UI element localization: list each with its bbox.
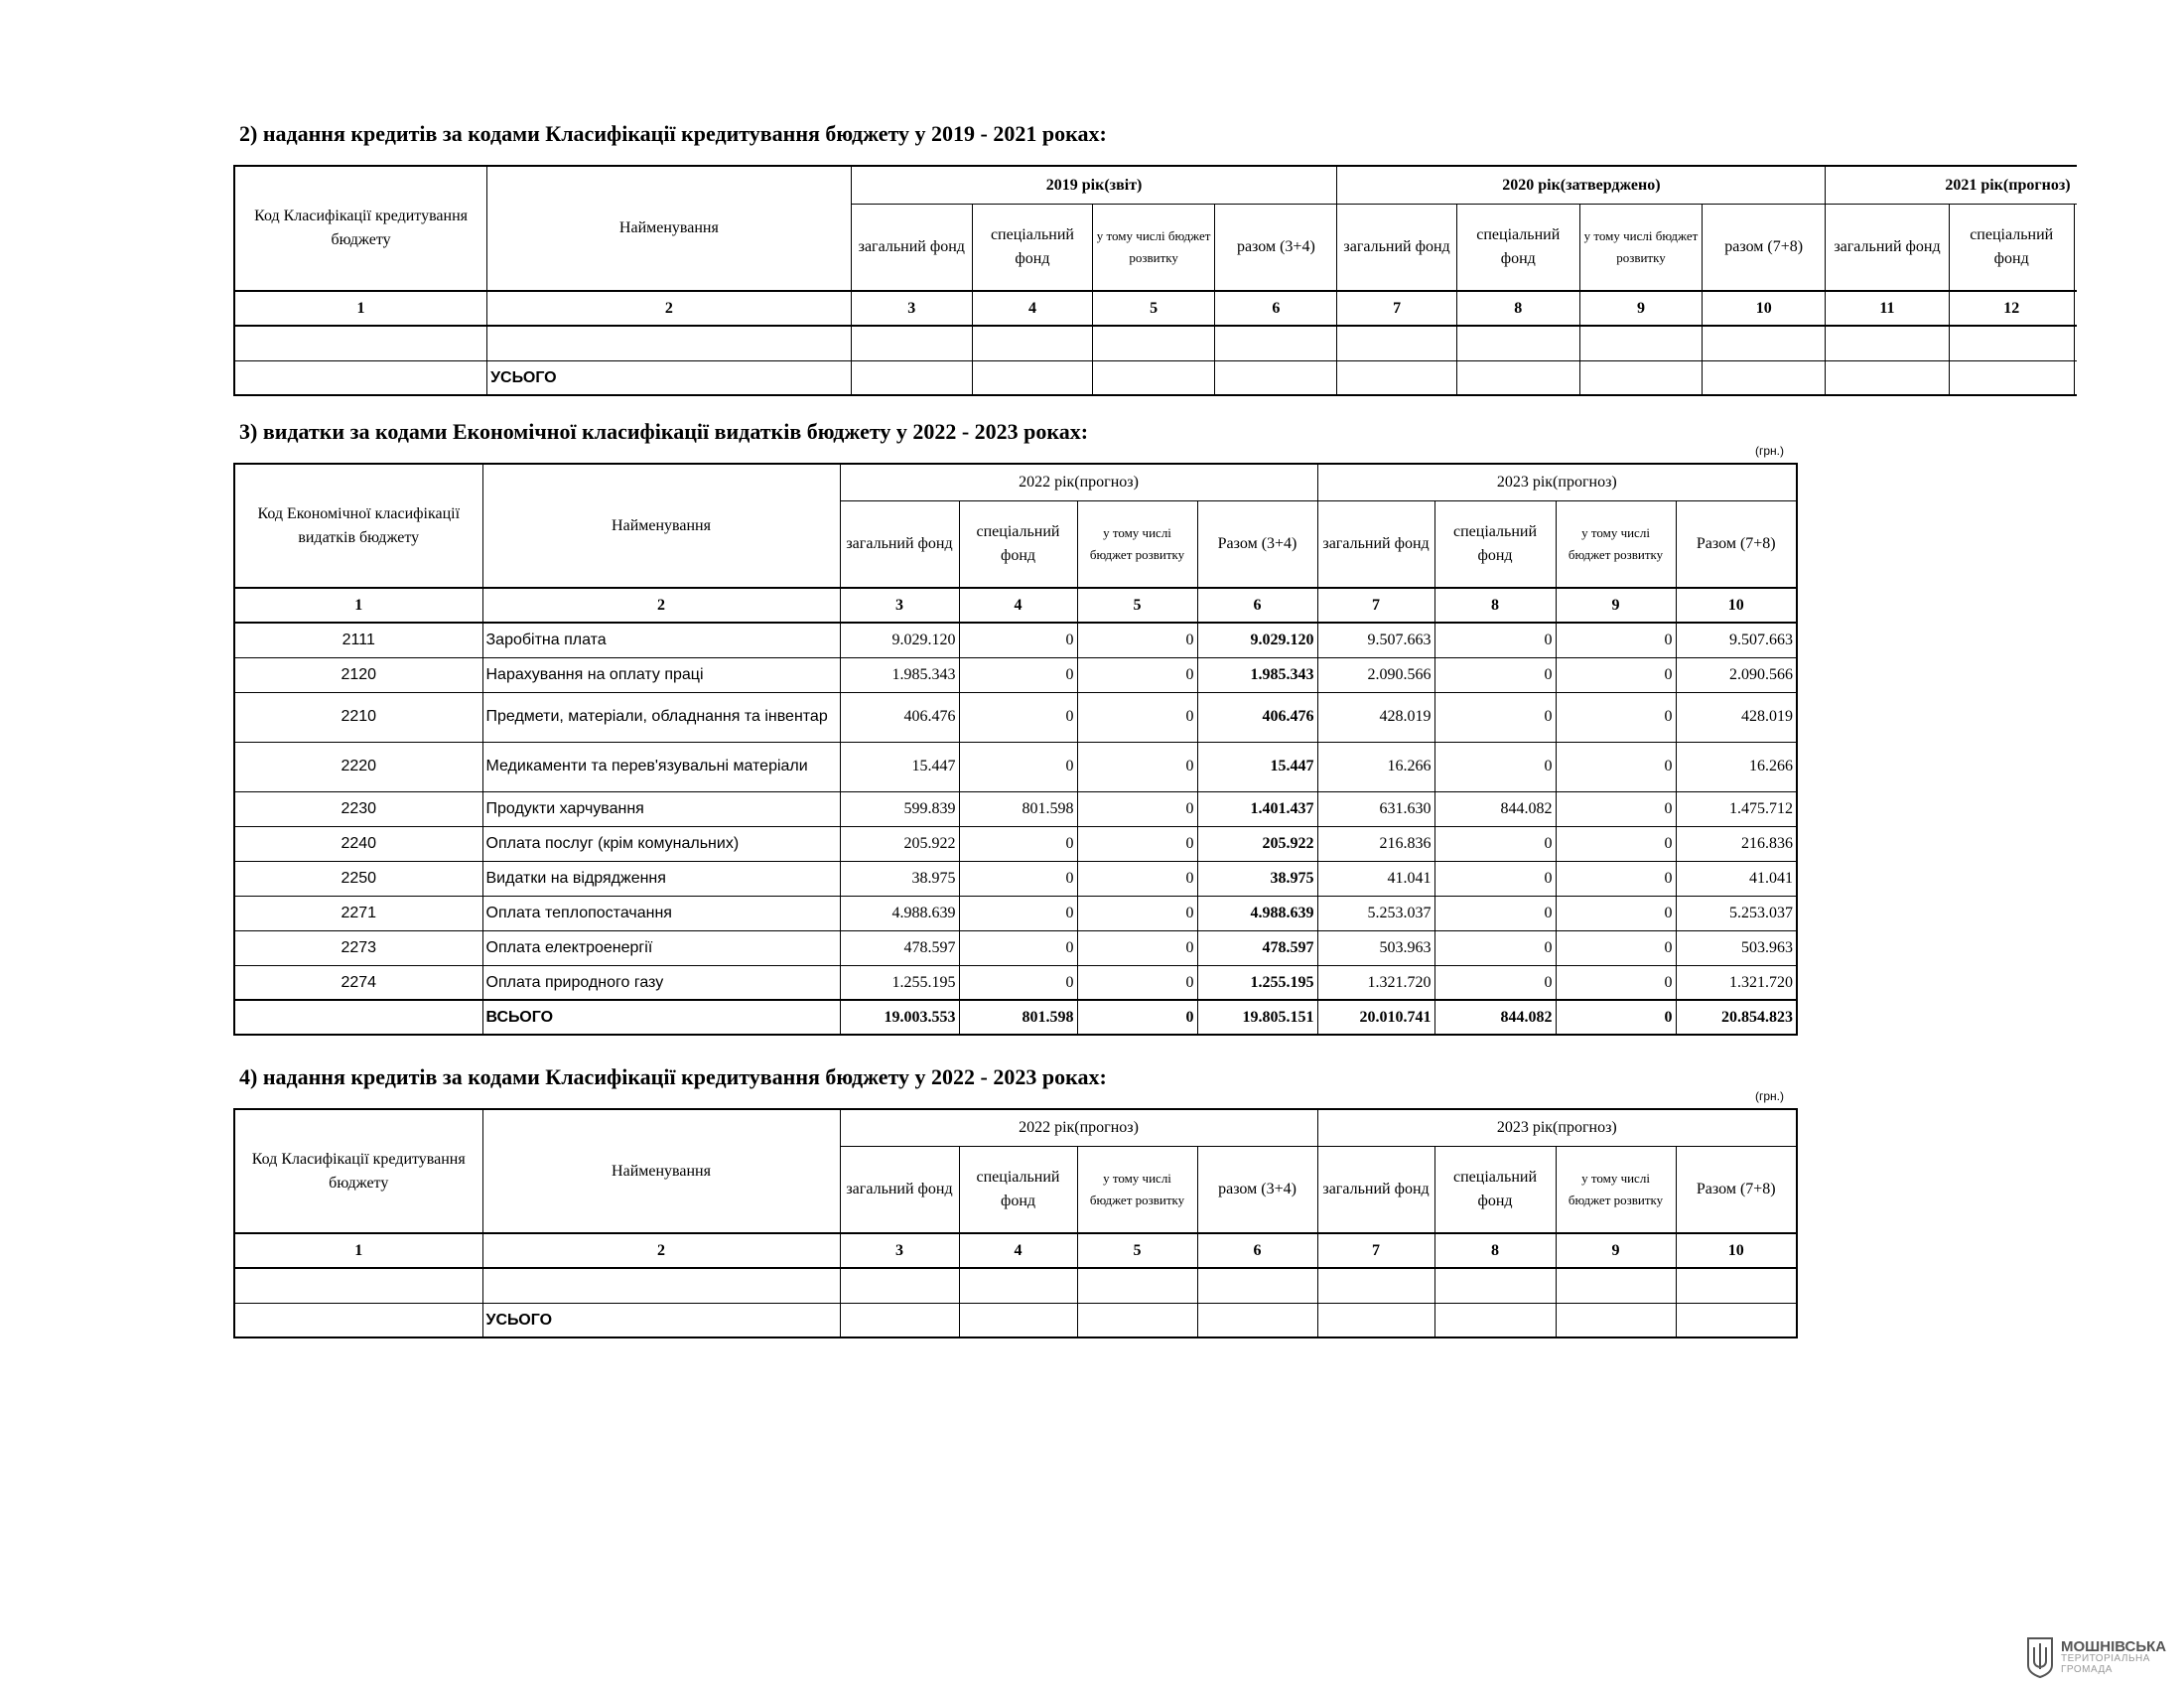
- header-year-2019: 2019 рік(звіт): [851, 166, 1337, 204]
- cell-sum: 38.975: [1197, 861, 1317, 896]
- cell-sum: 16.266: [1676, 742, 1797, 791]
- cell-value: 0: [1434, 826, 1556, 861]
- cell-sum: 205.922: [1197, 826, 1317, 861]
- col-num: 12: [1949, 291, 2074, 326]
- total-value: 20.010.741: [1317, 1000, 1434, 1035]
- col-num: 6: [1197, 1233, 1317, 1268]
- header-sum: Разом (7+8): [1676, 500, 1797, 588]
- header-year-2022: 2022 рік(прогноз): [840, 464, 1317, 500]
- header-dev-budget: у тому числі бюджет розвитку: [1077, 500, 1197, 588]
- cell-value: 0: [1556, 930, 1676, 965]
- cell-value: 599.839: [840, 791, 959, 826]
- header-sum: разом (3+4): [1215, 204, 1337, 291]
- total-value: 801.598: [959, 1000, 1077, 1035]
- table-row: [234, 965, 1797, 1000]
- row-name: Продукти харчування: [482, 791, 840, 826]
- table-row: [234, 692, 1797, 742]
- header-special-fund: спеціальний фонд: [959, 1146, 1077, 1233]
- table-row: [234, 657, 1797, 692]
- header-code: Код Класифікації кредитування бюджету: [234, 166, 487, 291]
- row-name: Оплата послуг (крім комунальних): [482, 826, 840, 861]
- row-code: 2220: [234, 742, 482, 791]
- col-num: 7: [1317, 1233, 1434, 1268]
- header-general-fund: загальний фонд: [1317, 500, 1434, 588]
- total-label: УСЬОГО: [482, 1303, 840, 1337]
- cell-sum: 1.321.720: [1676, 965, 1797, 1000]
- section4-unit: (грн.): [1755, 1089, 1785, 1103]
- row-name: Оплата електроенергії: [482, 930, 840, 965]
- header-name: Найменування: [482, 464, 840, 588]
- community-logo: [2025, 1633, 2174, 1681]
- cell-value: 0: [959, 896, 1077, 930]
- cell-value: 0: [959, 965, 1077, 1000]
- cell-sum: 478.597: [1197, 930, 1317, 965]
- cell-value: 428.019: [1317, 692, 1434, 742]
- col-num: 6: [1215, 291, 1337, 326]
- cell-sum: 9.507.663: [1676, 623, 1797, 657]
- cell-sum: 503.963: [1676, 930, 1797, 965]
- col-num: 8: [1434, 1233, 1556, 1268]
- total-value: 0: [1556, 1000, 1676, 1035]
- cell-value: 0: [959, 623, 1077, 657]
- col-num: 6: [1197, 588, 1317, 623]
- row-name: Оплата природного газу: [482, 965, 840, 1000]
- col-num: 8: [1434, 588, 1556, 623]
- cell-value: 0: [1434, 657, 1556, 692]
- col-num: 1: [234, 588, 482, 623]
- col-num: 11: [1826, 291, 1949, 326]
- header-year-2023: 2023 рік(прогноз): [1317, 464, 1797, 500]
- total-value: 19.805.151: [1197, 1000, 1317, 1035]
- cell-sum: 1.401.437: [1197, 791, 1317, 826]
- header-general-fund: загальний фонд: [1337, 204, 1456, 291]
- cell-value: 0: [1556, 896, 1676, 930]
- cell-value: 4.988.639: [840, 896, 959, 930]
- cell-value: 9.507.663: [1317, 623, 1434, 657]
- cell-value: 0: [959, 826, 1077, 861]
- logo-line2: ТЕРИТОРІАЛЬНА: [2061, 1653, 2150, 1665]
- header-sum: Разом (3+4): [1197, 500, 1317, 588]
- col-num: 5: [1077, 588, 1197, 623]
- cell-sum: 5.253.037: [1676, 896, 1797, 930]
- table-row: [234, 791, 1797, 826]
- header-sum: Разом (7+8): [1676, 1146, 1797, 1233]
- col-num: 4: [959, 1233, 1077, 1268]
- header-name: Найменування: [487, 166, 852, 291]
- cell-value: 0: [1556, 657, 1676, 692]
- cell-value: 0: [959, 692, 1077, 742]
- header-dev-budget: у тому числі бюджет розвитку: [1556, 500, 1676, 588]
- cell-value: 0: [1077, 965, 1197, 1000]
- cell-value: 0: [1434, 692, 1556, 742]
- row-code: 2111: [234, 623, 482, 657]
- col-num: 9: [1556, 1233, 1676, 1268]
- cell-value: 0: [1077, 826, 1197, 861]
- cell-value: 0: [1434, 965, 1556, 1000]
- row-name: Нарахування на оплату праці: [482, 657, 840, 692]
- cell-value: 0: [1556, 861, 1676, 896]
- col-num: 4: [959, 588, 1077, 623]
- row-name: Видатки на відрядження: [482, 861, 840, 896]
- table-row: [234, 742, 1797, 791]
- cell-value: 0: [959, 742, 1077, 791]
- cell-value: 0: [1434, 623, 1556, 657]
- cell-value: 631.630: [1317, 791, 1434, 826]
- table-row: [234, 930, 1797, 965]
- total-value: 844.082: [1434, 1000, 1556, 1035]
- col-num: 7: [1337, 291, 1456, 326]
- cell-value: 0: [1077, 791, 1197, 826]
- table-row-total: [234, 1303, 1797, 1337]
- col-num: 1: [234, 1233, 482, 1268]
- col-num: 10: [1676, 1233, 1797, 1268]
- logo-line1: МОШНІВСЬКА: [2061, 1637, 2167, 1655]
- header-general-fund: загальний фонд: [1317, 1146, 1434, 1233]
- total-label: ВСЬОГО: [482, 1000, 840, 1035]
- header-dev-budget: у тому числі бюджет розвитку: [1077, 1146, 1197, 1233]
- row-name: Предмети, матеріали, обладнання та інвентар: [482, 692, 840, 742]
- cell-value: 0: [1077, 896, 1197, 930]
- header-special-fund: спеціальний фонд: [972, 204, 1092, 291]
- header-year-2023: 2023 рік(прогноз): [1317, 1109, 1797, 1146]
- col-num: 2: [487, 291, 852, 326]
- cell-empty: [234, 1000, 482, 1035]
- total-value: 20.854.823: [1676, 1000, 1797, 1035]
- row-name: Медикаменти та перев'язувальні матеріали: [482, 742, 840, 791]
- header-dev-budget: у тому числі бюджет розвитку: [1093, 204, 1215, 291]
- table-row-empty: [234, 1268, 1797, 1303]
- col-num: 5: [1077, 1233, 1197, 1268]
- row-code: 2273: [234, 930, 482, 965]
- cell-value: 0: [959, 657, 1077, 692]
- header-sum: разом (3+4): [1197, 1146, 1317, 1233]
- row-name: Заробітна плата: [482, 623, 840, 657]
- total-label: УСЬОГО: [487, 360, 852, 395]
- cell-value: 0: [1077, 742, 1197, 791]
- cell-value: 0: [1434, 742, 1556, 791]
- col-num: 2: [482, 588, 840, 623]
- section2-table-wrap: [233, 165, 2077, 401]
- header-cell-empty: [2074, 204, 2077, 291]
- total-value: 0: [1077, 1000, 1197, 1035]
- header-special-fund: спеціальний фонд: [1434, 1146, 1556, 1233]
- table-row-total: [234, 360, 2077, 395]
- cell-value: 41.041: [1317, 861, 1434, 896]
- section3-unit: (грн.): [1755, 444, 1785, 458]
- col-num: 2: [482, 1233, 840, 1268]
- header-year-2021: 2021 рік(прогноз): [1826, 166, 2077, 204]
- total-value: 19.003.553: [840, 1000, 959, 1035]
- cell-value: 0: [1556, 965, 1676, 1000]
- cell-sum: 216.836: [1676, 826, 1797, 861]
- cell-value: 0: [1556, 623, 1676, 657]
- section4-table: [233, 1108, 1798, 1338]
- cell-value: 801.598: [959, 791, 1077, 826]
- section2-table: [233, 165, 2077, 396]
- cell-value: 844.082: [1434, 791, 1556, 826]
- col-num: 3: [851, 291, 972, 326]
- cell-value: 478.597: [840, 930, 959, 965]
- col-num: 10: [1703, 291, 1826, 326]
- col-num: 3: [840, 588, 959, 623]
- header-code: Код Класифікації кредитування бюджету: [234, 1109, 482, 1233]
- header-sum: разом (7+8): [1703, 204, 1826, 291]
- header-general-fund: загальний фонд: [1826, 204, 1949, 291]
- header-dev-budget: у тому числі бюджет розвитку: [1579, 204, 1702, 291]
- cell-value: 2.090.566: [1317, 657, 1434, 692]
- section3-title: 3) видатки за кодами Економічної класифікації видатків бюджету у 2022 - 2023 роках:: [239, 419, 1089, 444]
- cell-value: 0: [1077, 657, 1197, 692]
- header-year-2020: 2020 рік(затверджено): [1337, 166, 1826, 204]
- table-row-empty: [234, 326, 2077, 360]
- row-name: Оплата теплопостачання: [482, 896, 840, 930]
- col-num: 3: [840, 1233, 959, 1268]
- cell-sum: 1.985.343: [1197, 657, 1317, 692]
- cell-value: 1.985.343: [840, 657, 959, 692]
- trident-emblem-icon: [2025, 1635, 2055, 1679]
- cell-value: 0: [1434, 896, 1556, 930]
- cell-sum: 1.475.712: [1676, 791, 1797, 826]
- header-general-fund: загальний фонд: [840, 500, 959, 588]
- cell-value: 16.266: [1317, 742, 1434, 791]
- cell-value: 9.029.120: [840, 623, 959, 657]
- cell-value: 0: [1077, 692, 1197, 742]
- col-num: 1: [234, 291, 487, 326]
- cell-value: 0: [959, 930, 1077, 965]
- col-num: 7: [1317, 588, 1434, 623]
- cell-sum: 428.019: [1676, 692, 1797, 742]
- section4-title: 4) надання кредитів за кодами Класифікації кредитування бюджету у 2022 - 2023 роках:: [239, 1064, 1107, 1089]
- table-row: [234, 861, 1797, 896]
- cell-value: 0: [1556, 791, 1676, 826]
- header-special-fund: спеціальний фонд: [959, 500, 1077, 588]
- col-num: 9: [1556, 588, 1676, 623]
- row-code: 2250: [234, 861, 482, 896]
- cell-value: 0: [1434, 861, 1556, 896]
- cell-sum: 15.447: [1197, 742, 1317, 791]
- cell-value: 0: [959, 861, 1077, 896]
- cell-value: 1.255.195: [840, 965, 959, 1000]
- cell-value: 0: [1077, 623, 1197, 657]
- row-code: 2210: [234, 692, 482, 742]
- table-row: [234, 623, 1797, 657]
- cell-value: 38.975: [840, 861, 959, 896]
- cell-value: 0: [1556, 742, 1676, 791]
- row-code: 2120: [234, 657, 482, 692]
- row-code: 2271: [234, 896, 482, 930]
- header-code: Код Економічної класифікації видатків бюджету: [234, 464, 482, 588]
- header-general-fund: загальний фонд: [840, 1146, 959, 1233]
- header-dev-budget: у тому числі бюджет розвитку: [1556, 1146, 1676, 1233]
- cell-value: 503.963: [1317, 930, 1434, 965]
- cell-value: 5.253.037: [1317, 896, 1434, 930]
- header-special-fund: спеціальний фонд: [1434, 500, 1556, 588]
- col-num: 10: [1676, 588, 1797, 623]
- cell-value: 0: [1556, 826, 1676, 861]
- header-general-fund: загальний фонд: [851, 204, 972, 291]
- cell-value: 0: [1556, 692, 1676, 742]
- table-row-total: [234, 1000, 1797, 1035]
- row-code: 2240: [234, 826, 482, 861]
- table-row: [234, 826, 1797, 861]
- cell-value: 1.321.720: [1317, 965, 1434, 1000]
- cell-sum: 406.476: [1197, 692, 1317, 742]
- table-row: [234, 896, 1797, 930]
- col-num: 5: [1093, 291, 1215, 326]
- header-name: Найменування: [482, 1109, 840, 1233]
- cell-sum: 41.041: [1676, 861, 1797, 896]
- header-special-fund: спеціальний фонд: [1456, 204, 1579, 291]
- cell-value: 15.447: [840, 742, 959, 791]
- col-num: 8: [1456, 291, 1579, 326]
- col-num: 9: [1579, 291, 1702, 326]
- cell-value: 0: [1434, 930, 1556, 965]
- col-num: 4: [972, 291, 1092, 326]
- cell-value: 205.922: [840, 826, 959, 861]
- section3-table: [233, 463, 1798, 1036]
- row-code: 2274: [234, 965, 482, 1000]
- logo-line3: ГРОМАДА: [2061, 1663, 2113, 1675]
- cell-sum: 1.255.195: [1197, 965, 1317, 1000]
- cell-value: 406.476: [840, 692, 959, 742]
- header-year-2022: 2022 рік(прогноз): [840, 1109, 1317, 1146]
- cell-value: 0: [1077, 861, 1197, 896]
- section2-title: 2) надання кредитів за кодами Класифікації кредитування бюджету у 2019 - 2021 роках:: [239, 121, 1107, 146]
- header-special-fund: спеціальний фонд: [1949, 204, 2074, 291]
- cell-value: 0: [1077, 930, 1197, 965]
- row-code: 2230: [234, 791, 482, 826]
- cell-sum: 2.090.566: [1676, 657, 1797, 692]
- cell-sum: 4.988.639: [1197, 896, 1317, 930]
- cell-sum: 9.029.120: [1197, 623, 1317, 657]
- cell-value: 216.836: [1317, 826, 1434, 861]
- cell-empty: [2074, 291, 2077, 326]
